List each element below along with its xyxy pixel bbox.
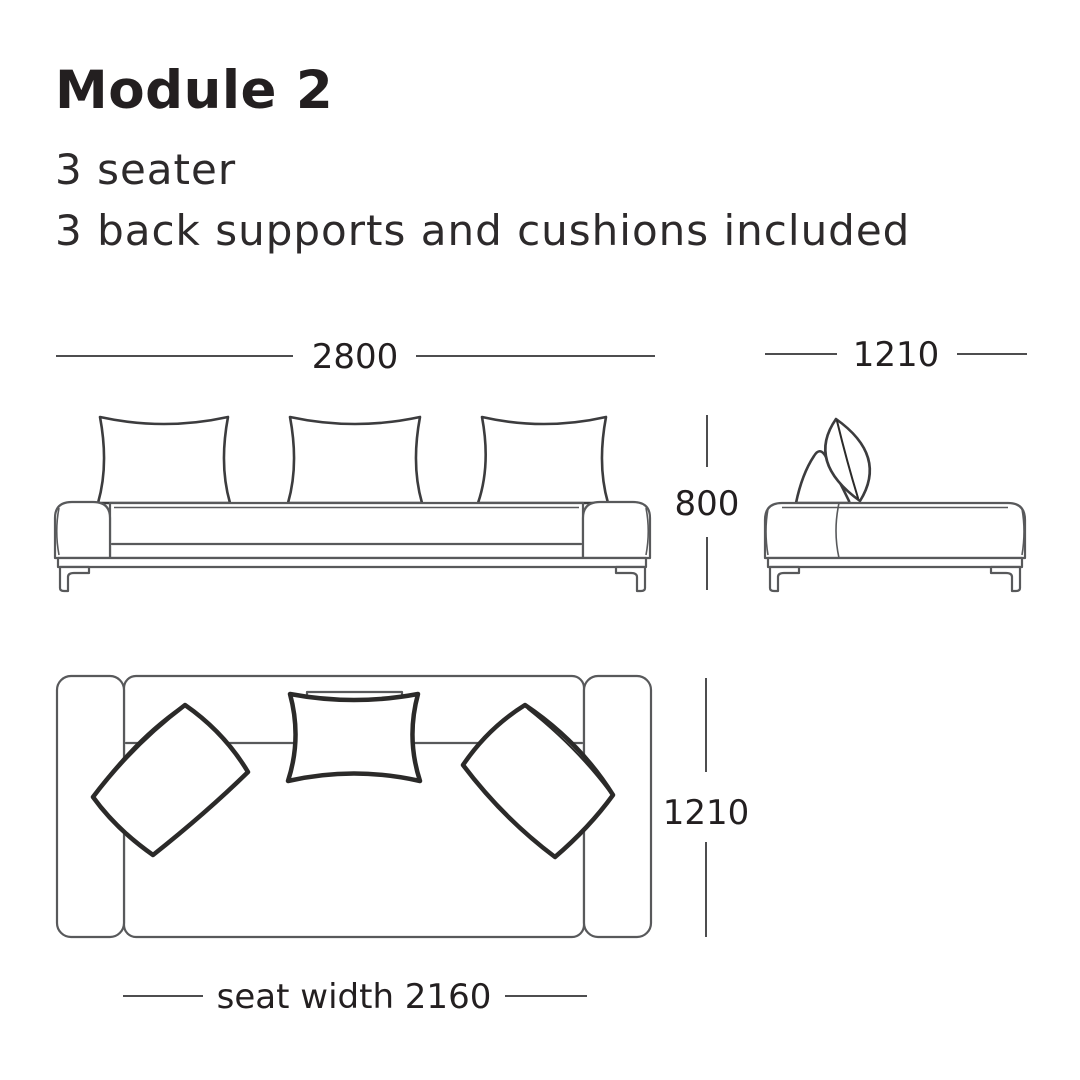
description-line-includes: 3 back supports and cushions included — [55, 206, 911, 255]
page-title: Module 2 — [55, 60, 334, 121]
top-depth-dimension-label: 1210 — [662, 793, 750, 833]
side-depth-dimension — [765, 335, 1027, 375]
front-left-leg — [60, 567, 89, 591]
side-right-leg — [991, 567, 1020, 591]
front-right-leg — [616, 567, 645, 591]
seat-width-dimension — [123, 977, 587, 1017]
side-seat-body — [765, 503, 1025, 558]
side-depth-dimension-label: 1210 — [852, 335, 940, 375]
top-view — [57, 676, 749, 1017]
front-view — [55, 337, 739, 591]
back-cushion-1 — [98, 417, 230, 503]
top-center-pillow — [288, 694, 420, 781]
side-base-rail — [768, 558, 1022, 567]
base-rail — [58, 558, 646, 567]
right-armrest — [583, 502, 650, 558]
front-width-dimension — [56, 337, 655, 377]
seat-body — [110, 503, 583, 558]
left-armrest — [55, 502, 110, 558]
side-view — [765, 335, 1027, 591]
height-dimension — [675, 415, 740, 590]
back-cushion-2 — [288, 417, 422, 503]
front-width-dimension-label: 2800 — [311, 337, 399, 377]
top-depth-dimension — [663, 678, 750, 937]
back-cushion-3 — [478, 417, 608, 503]
height-dimension-label: 800 — [674, 484, 740, 524]
description-line-seater: 3 seater — [55, 145, 237, 194]
seat-width-dimension-label: seat width 2160 — [216, 977, 492, 1017]
side-left-leg — [770, 567, 799, 591]
